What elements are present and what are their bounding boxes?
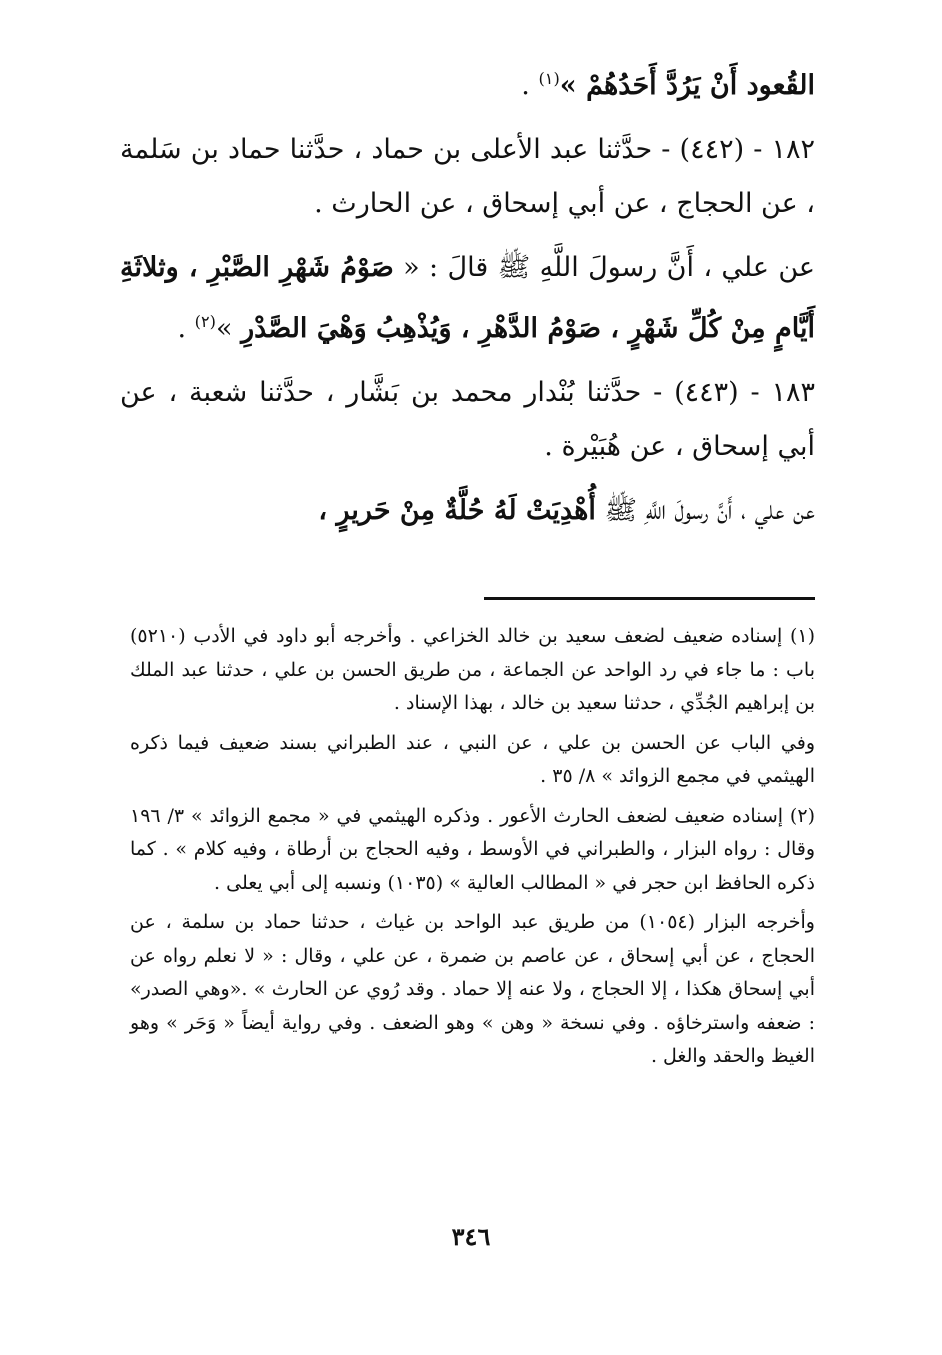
matn-intro: عن علي ، أَنَّ رسولَ اللَّهِ ﷺ قالَ : « bbox=[393, 252, 815, 283]
page-number: ٣٤٦ bbox=[451, 1222, 491, 1251]
hadith-text: القُعود أَنْ يَرُدَّ أَحَدُهُمْ » bbox=[559, 70, 815, 101]
matn-intro: عن علي ، أَنَّ رسولَ اللَّهِ ﷺ bbox=[595, 495, 815, 526]
paragraph-end: . bbox=[521, 70, 539, 101]
footnote-1: (١) إسناده ضعيف لضعف سعيد بن خالد الخزاعي . وأخرجه أبو داود في الأدب (٥٢١٠) باب : ما جاء في رد الواحد عن الجماعة ، من طريق الحسن بن علي ، حدثنا عبد الملك بن إبراهيم الجُدِّي ، حدثنا سعيد بن خالد ، بهذا الإسناد . bbox=[130, 625, 815, 714]
matn-182 bbox=[120, 241, 815, 356]
footnote-divider bbox=[484, 597, 815, 600]
hadith-text: أُهْدِيَتْ لَهُ حُلَّةٌ مِنْ حَريرٍ ، bbox=[318, 495, 596, 526]
footnote-ref-2: (٢) bbox=[194, 312, 216, 331]
hadith-text: صَوْمُ شَهْرِ الصَّبْرِ ، وثلاثَةِ أَيَّامٍ مِنْ كُلِّ شَهْرٍ ، صَوْمُ الدَّهْرِ ، وَيُذْهِبُ وَهْيَ الصَّدْرِ bbox=[120, 252, 815, 344]
matn-183 bbox=[120, 484, 815, 538]
paragraph-end: . bbox=[177, 313, 195, 344]
isnad-182: ١٨٢ - (٤٤٢) - حدَّثنا عبد الأعلى بن حماد ، حدَّثنا حماد بن سَلمة ، عن الحجاج ، عن أبي إسحاق ، عن الحارث . bbox=[120, 134, 816, 219]
footnote-ref-1: (١) bbox=[538, 69, 560, 88]
footnotes bbox=[130, 620, 815, 1080]
isnad-183: ١٨٣ - (٤٤٣) - حدَّثنا بُنْدار محمد بن بَشَّار ، حدَّثنا شعبة ، عن أبي إسحاق ، عن هُبَيْرة . bbox=[120, 377, 815, 462]
footnote-2: (٢) إسناده ضعيف لضعف الحارث الأعور . وذكره الهيثمي في « مجمع الزوائد » ٣/ ١٩٦ وقال : رواه البزار ، والطبراني في الأوسط ، وفيه الحجاج بن أرطاة ، وفيه كلام » . كما ذكره الحافظ ابن حجر في « المطالب العالية » (١٠٣٥) ونسبه إلى أبي يعلى . bbox=[130, 804, 815, 894]
footnote-2-continued: وأخرجه البزار (١٠٥٤) من طريق عبد الواحد بن غياث ، حدثنا حماد بن سلمة ، عن الحجاج ، عن أبي إسحاق ، عن عاصم بن ضمرة ، عن علي ، وقال : « لا نعلم رواه عن أبي إسحاق هكذا ، إلا الحجاج ، ولا عنه إلا حماد . وقد رُوي عن الحارث » .«وهي الصدر» : ضعفه واسترخاؤه . وفي نسخة « وهن » وهو الضعف . وفي رواية أيضاً « وَحَر » وهو الغيظ والحقد والغل . bbox=[130, 911, 815, 1067]
main-text bbox=[120, 52, 815, 538]
footnote-1-continued: وفي الباب عن الحسن بن علي ، عن النبي ، عند الطبراني بسند ضعيف فيما ذكره الهيثمي في مجمع الزوائد » ٨/ ٣٥ . bbox=[130, 731, 815, 787]
quote-close: » bbox=[215, 313, 242, 344]
paragraph-continuation bbox=[120, 52, 815, 113]
